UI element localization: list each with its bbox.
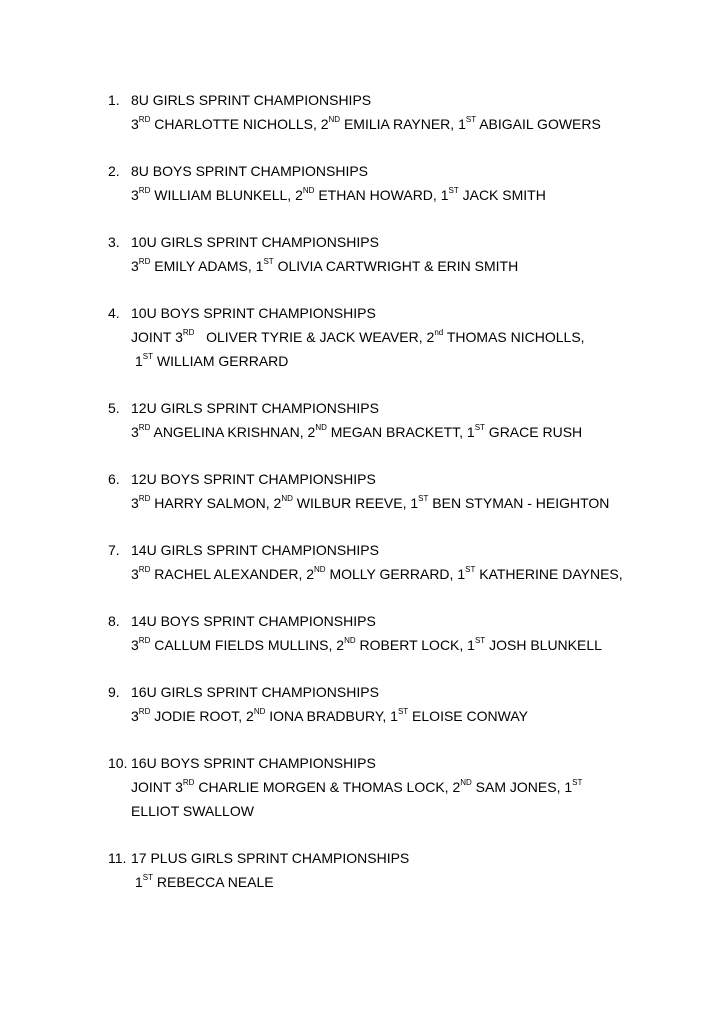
ordinal-suffix: ST [142, 873, 154, 883]
ordinal-suffix: RD [138, 636, 151, 646]
ordinal-suffix: RD [138, 423, 151, 433]
placings-line [108, 633, 698, 657]
placing-text: SAM JONES, 1 [471, 779, 573, 795]
entry-number: 2. [108, 163, 120, 179]
entry-number: 5. [108, 400, 120, 416]
result-entry [108, 846, 698, 894]
placing-text: JOINT 3 [131, 779, 183, 795]
championship-title: 8U GIRLS SPRINT CHAMPIONSHIPS [131, 92, 372, 108]
result-entry [108, 301, 698, 373]
placing-text: 3 [131, 258, 139, 274]
placing-text: EMILIA RAYNER, 1 [340, 116, 466, 132]
ordinal-suffix: nd [434, 328, 444, 338]
placing-text: ELOISE CONWAY [408, 708, 528, 724]
entry-number: 4. [108, 305, 120, 321]
placings-line [108, 799, 698, 823]
ordinal-suffix: ND [253, 707, 266, 717]
ordinal-suffix: ST [572, 778, 583, 788]
entry-number: 6. [108, 471, 120, 487]
placing-text: WILLIAM BLUNKELL, 2 [150, 187, 303, 203]
result-entry [108, 538, 698, 586]
placing-text: IONA BRADBURY, 1 [265, 708, 398, 724]
placing-text: 3 [131, 424, 139, 440]
placing-text: GRACE RUSH [484, 424, 583, 440]
placing-text: KATHERINE DAYNES, [475, 566, 623, 582]
ordinal-suffix: RD [138, 115, 151, 125]
placing-text: 3 [131, 495, 139, 511]
placing-text: WILBUR REEVE, 1 [292, 495, 419, 511]
entry-number: 1. [108, 92, 120, 108]
ordinal-suffix: ST [465, 115, 477, 125]
ordinal-suffix: RD [138, 186, 151, 196]
placings-line [108, 870, 698, 894]
placing-text: ELLIOT SWALLOW [131, 803, 254, 819]
placing-text: JOSH BLUNKELL [485, 637, 602, 653]
placings-line [108, 491, 698, 515]
entry-number: 9. [108, 684, 120, 700]
ordinal-suffix: ST [418, 494, 429, 504]
entry-number: 3. [108, 234, 120, 250]
ordinal-suffix: ST [397, 707, 409, 717]
placing-text: 3 [131, 116, 139, 132]
entry-number: 11. [108, 850, 127, 866]
result-entry [108, 88, 698, 136]
placing-text: OLIVER TYRIE & JACK WEAVER, 2 [194, 329, 435, 345]
championship-title: 14U GIRLS SPRINT CHAMPIONSHIPS [131, 542, 379, 558]
ordinal-suffix: RD [138, 257, 151, 267]
ordinal-suffix: ST [474, 636, 486, 646]
placings-line [108, 775, 698, 799]
placings-line [108, 112, 698, 136]
placing-text: ABIGAIL GOWERS [476, 116, 601, 132]
entry-number: 8. [108, 613, 120, 629]
placing-text: ROBERT LOCK, 1 [355, 637, 475, 653]
championship-title: 16U BOYS SPRINT CHAMPIONSHIPS [131, 755, 376, 771]
ordinal-suffix: ST [474, 423, 485, 433]
championship-title: 12U GIRLS SPRINT CHAMPIONSHIPS [131, 400, 379, 416]
placing-text: HARRY SALMON, 2 [150, 495, 282, 511]
placing-text: THOMAS NICHOLLS, [443, 329, 585, 345]
placing-text: ETHAN HOWARD, 1 [314, 187, 449, 203]
placing-text: ANGELINA KRISHNAN, 2 [150, 424, 316, 440]
placings-line [108, 704, 698, 728]
result-entry [108, 230, 698, 278]
championship-title: 10U GIRLS SPRINT CHAMPIONSHIPS [131, 234, 379, 250]
ordinal-suffix: ST [142, 352, 154, 362]
ordinal-suffix: ND [315, 423, 327, 433]
result-entry [108, 396, 698, 444]
entry-number: 10. [108, 755, 128, 771]
championship-title: 17 PLUS GIRLS SPRINT CHAMPIONSHIPS [131, 850, 410, 866]
placing-text: 3 [131, 566, 139, 582]
ordinal-suffix: ST [448, 186, 459, 196]
championship-title: 14U BOYS SPRINT CHAMPIONSHIPS [131, 613, 376, 629]
result-entry [108, 467, 698, 515]
championship-title: 10U BOYS SPRINT CHAMPIONSHIPS [131, 305, 376, 321]
placing-text: 1 [135, 874, 143, 890]
result-entry [108, 680, 698, 728]
ordinal-suffix: ND [344, 636, 356, 646]
result-entry [108, 159, 698, 207]
placing-text: CALLUM FIELDS MULLINS, 2 [150, 637, 345, 653]
ordinal-suffix: ST [263, 257, 274, 267]
ordinal-suffix: ND [460, 778, 472, 788]
ordinal-suffix: ND [281, 494, 293, 504]
ordinal-suffix: ND [302, 186, 315, 196]
ordinal-suffix: RD [182, 328, 195, 338]
placings-line [108, 325, 698, 349]
placings-line [108, 254, 698, 278]
ordinal-suffix: ND [328, 115, 341, 125]
placing-text: MOLLY GERRARD, 1 [325, 566, 466, 582]
placing-text: OLIVIA CARTWRIGHT & ERIN SMITH [273, 258, 519, 274]
placing-text: WILLIAM GERRARD [153, 353, 289, 369]
placing-text: JODIE ROOT, 2 [150, 708, 254, 724]
placing-text: EMILY ADAMS, 1 [150, 258, 264, 274]
ordinal-suffix: RD [138, 565, 151, 575]
placing-text: REBECCA NEALE [153, 874, 274, 890]
placing-text: JACK SMITH [458, 187, 546, 203]
placing-text: CHARLIE MORGEN & THOMAS LOCK, 2 [194, 779, 461, 795]
result-entry [108, 609, 698, 657]
placings-line [108, 562, 698, 586]
placing-text: JOINT 3 [131, 329, 183, 345]
ordinal-suffix: ST [465, 565, 476, 575]
placings-line [108, 349, 698, 373]
placing-text: 3 [131, 637, 139, 653]
ordinal-suffix: RD [138, 494, 151, 504]
placing-text: CHARLOTTE NICHOLLS, 2 [150, 116, 329, 132]
placing-text: BEN STYMAN - HEIGHTON [428, 495, 610, 511]
placings-line [108, 183, 698, 207]
placing-text: RACHEL ALEXANDER, 2 [150, 566, 315, 582]
ordinal-suffix: RD [138, 707, 151, 717]
results-list [108, 88, 698, 894]
championship-title: 8U BOYS SPRINT CHAMPIONSHIPS [131, 163, 369, 179]
championship-title: 12U BOYS SPRINT CHAMPIONSHIPS [131, 471, 376, 487]
ordinal-suffix: ND [314, 565, 326, 575]
placing-text: 1 [135, 353, 143, 369]
result-entry [108, 751, 698, 823]
championship-title: 16U GIRLS SPRINT CHAMPIONSHIPS [131, 684, 379, 700]
placing-text: 3 [131, 708, 139, 724]
ordinal-suffix: RD [182, 778, 195, 788]
entry-number: 7. [108, 542, 120, 558]
placings-line [108, 420, 698, 444]
placing-text: MEGAN BRACKETT, 1 [326, 424, 475, 440]
placing-text: 3 [131, 187, 139, 203]
